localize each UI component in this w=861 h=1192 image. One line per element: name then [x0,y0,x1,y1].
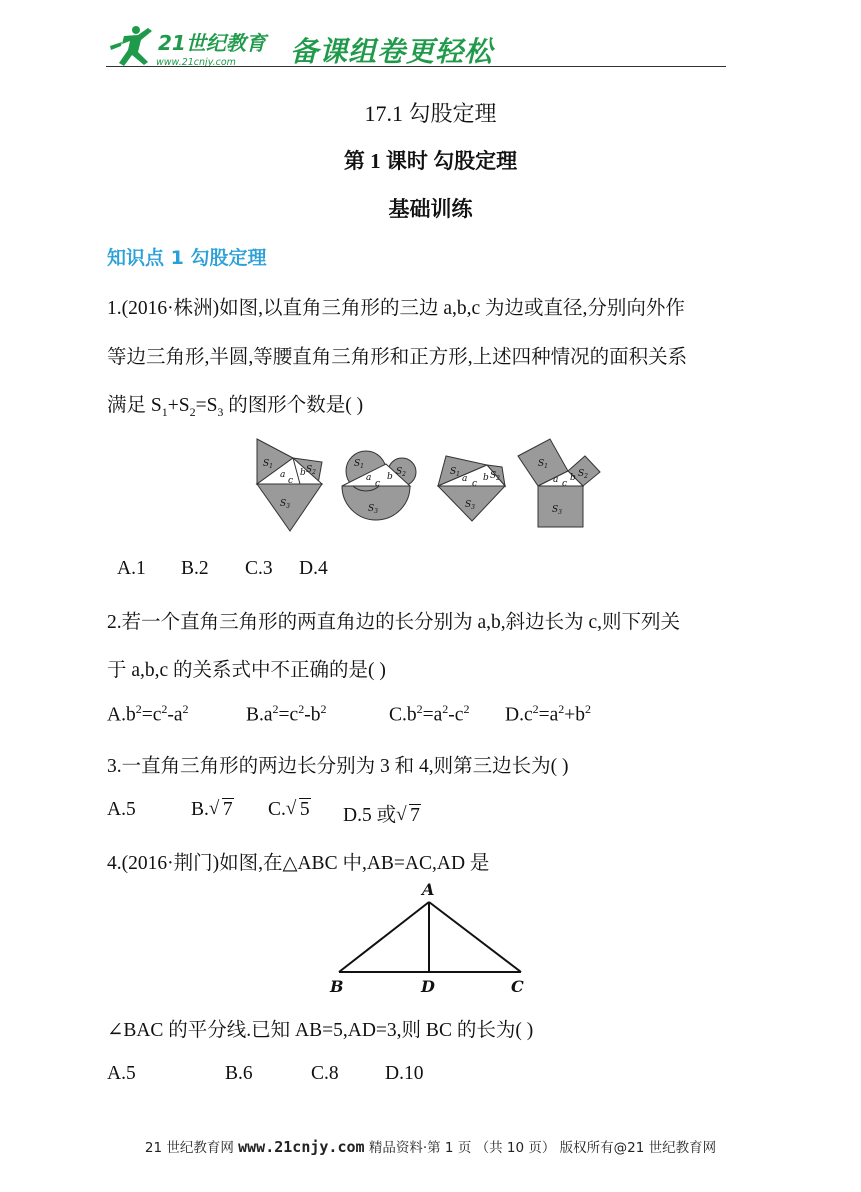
fig3-label-c: c [472,479,478,489]
fig1-label-c: c [288,476,294,486]
q4-line-1: 4.(2016·荆门)如图,在△ABC 中,AB=AC,AD 是 [107,853,490,874]
fig4-label-s1: $S_1$ [538,459,548,470]
q1-line-1: 1.(2016·株洲)如图,以直角三角形的三边 a,b,c 为边或直径,分别向外作 [107,298,685,319]
q2-line-1: 2.若一个直角三角形的两直角边的长分别为 a,b,斜边长为 c,则下列关 [107,612,681,633]
q1-option-c[interactable]: C.3 [245,558,273,579]
q1-option-d[interactable]: D.4 [299,558,328,579]
q1-option-b[interactable]: B.2 [181,558,209,579]
fig4-label-b: b [570,473,576,483]
q1-option-a[interactable]: A.1 [117,558,146,579]
q3-options [0,799,861,827]
q2-line-2: 于 a,b,c 的关系式中不正确的是( ) [107,660,386,681]
runner-icon [110,26,152,66]
point-d-label: D [421,977,435,996]
fig2-label-a: a [366,473,372,483]
q3-option-d[interactable]: D.5 或 √ 7 [343,804,420,826]
fig2-label-s3: $S_3$ [368,504,378,515]
q4-option-b[interactable]: B.6 [225,1063,253,1084]
q1-line-2: 等边三角形,半圆,等腰直角三角形和正方形,上述四种情况的面积关系 [107,347,688,368]
lesson-subtitle: 第 1 课时 勾股定理 [343,149,518,173]
header-slogan: 备课组卷更轻松 [290,35,494,68]
footer-left: 21 世纪教育网 [144,1140,239,1156]
fig1-label-s2: $S_2$ [306,465,316,476]
q4-options [0,1063,861,1091]
q2-options [0,702,861,730]
fig3-label-s2: $S_2$ [490,471,500,482]
logo-text: 21世纪教育 [158,31,266,55]
page-footer [0,1136,861,1156]
q2-option-d[interactable]: $D.c^2=a^2+b^2$ [505,702,592,726]
q4-option-d[interactable]: D.10 [385,1063,424,1084]
logo-url: www.21cnjy.com [156,57,236,68]
q2-option-a[interactable]: $A.b^2=c^2-a^2$ [107,702,189,726]
q4-triangle-figure [325,878,535,1000]
knowledge-point: 知识点 1 勾股定理 [107,247,267,269]
fig4-label-c: c [562,479,568,489]
q1-line-3: 满足 $S_1+S_2=S_3$ 的图形个数是( ) [107,395,364,419]
site-logo [108,22,283,70]
q3-option-b[interactable]: B. √ 7 [191,798,233,820]
fig1-label-b: b [300,468,306,478]
q1-options [0,558,861,586]
section-heading: 基础训练 [388,197,473,221]
fig3-label-b: b [483,473,489,483]
fig4-label-a: a [553,475,559,485]
page-title: 17.1 勾股定理 [364,101,497,126]
fig2-label-b: b [387,472,393,482]
fig1-label-s3: $S_3$ [280,499,290,510]
fig2-label-s2: $S_2$ [396,467,406,478]
vertex-a-label: A [422,880,435,899]
fig4-label-s3: $S_3$ [552,505,562,516]
vertex-b-label: B [330,977,344,996]
q4-option-a[interactable]: A.5 [107,1063,136,1084]
fig2-label-c: c [375,479,381,489]
q3-line-1: 3.一直角三角形的两边长分别为 3 和 4,则第三边长为( ) [107,756,569,777]
q1-figure [250,434,605,534]
fig1-label-s1: $S_1$ [263,459,273,470]
fig4-label-s2: $S_2$ [578,469,588,480]
q3-option-a[interactable]: A.5 [107,799,136,820]
header-divider [106,66,726,67]
q3-option-c[interactable]: C. √ 5 [268,798,310,820]
footer-site-link[interactable]: www.21cnjy.com [238,1138,365,1156]
vertex-c-label: C [511,977,524,996]
fig1-label-a: a [280,470,286,480]
footer-right: 精品资料·第 1 页 （共 10 页） 版权所有@21 世纪教育网 [364,1140,717,1156]
q4-option-c[interactable]: C.8 [311,1063,339,1084]
q2-option-c[interactable]: $C.b^2=a^2-c^2$ [389,702,470,726]
fig3-label-s1: $S_1$ [450,467,460,478]
q4-line-2: ∠BAC 的平分线.已知 AB=5,AD=3,则 BC 的长为( ) [107,1020,534,1041]
fig3-label-a: a [462,474,468,484]
fig2-label-s1: $S_1$ [354,459,364,470]
fig3-label-s3: $S_3$ [465,500,475,511]
q2-option-b[interactable]: $B.a^2=c^2-b^2$ [246,702,327,726]
